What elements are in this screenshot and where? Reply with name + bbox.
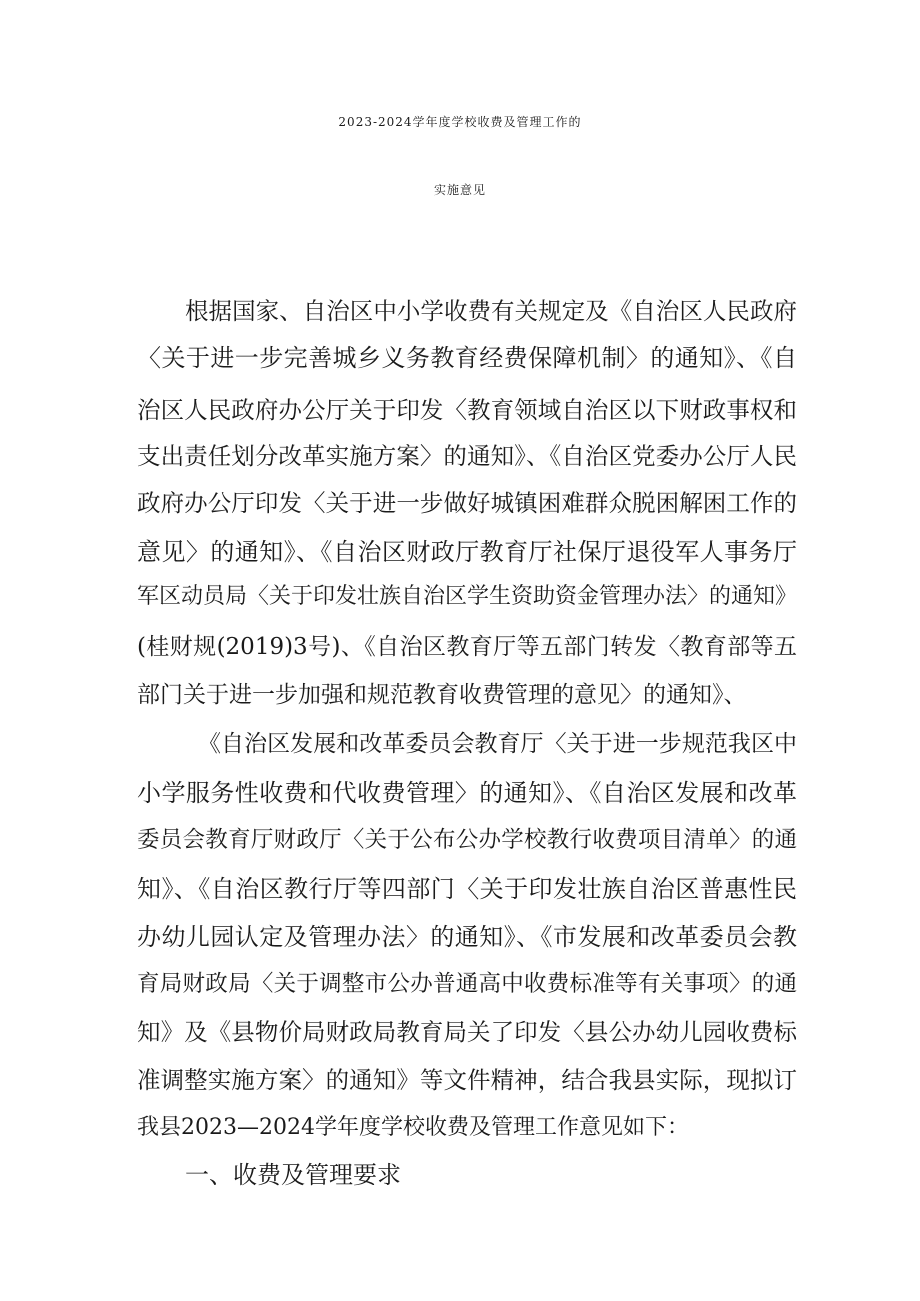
paragraph-1-line: 政府办公厅印发〈关于进一步做好城镇困难群众脱困解困工作的 (137, 489, 797, 517)
paragraph-1-line: 治区人民政府办公厅关于印发〈教育领域自治区以下财政事权和 (137, 396, 797, 424)
paragraph-2-line: 知》及《县物价局财政局教育局关了印发〈县公办幼儿园收费标 (137, 1018, 797, 1046)
paragraph-2-line: 我县2023—2024学年度学校收费及管理工作意见如下： (137, 1115, 689, 1140)
paragraph-2-line: 办幼儿园认定及管理办法〉的通知》、《市发展和改革委员会教 (137, 923, 797, 951)
paragraph-2-line: 知》、《自治区教行厅等四部门〈关于印发壮族自治区普惠性民 (137, 875, 797, 903)
paragraph-2-line: 《自治区发展和改革委员会教育厅〈关于进一步规范我区中 (198, 731, 797, 757)
paragraph-1-line: 支出责任划分改革实施方案〉的通知》、《自治区党委办公厅人民 (137, 442, 797, 470)
document-title-line-2: 实施意见 (433, 183, 486, 197)
paragraph-1-line: 军区动员局〈关于印发壮族自治区学生资助资金管理办法〉的通知》 (137, 584, 798, 609)
paragraph-2-line: 准调整实施方案〉的通知》等文件精神，结合我县实际，现拟订 (137, 1066, 797, 1094)
paragraph-2-line: 育局财政局〈关于调整市公办普通高中收费标准等有关事项〉的通 (137, 971, 797, 997)
paragraph-2-line: 小学服务性收费和代收费管理〉的通知》、《自治区发展和改革 (137, 779, 797, 807)
paragraph-1-line: 部门关于进一步加强和规范教育收费管理的意见〉的通知》、 (137, 682, 747, 708)
document-title-line-1: 2023-2024学年度学校收费及管理工作的 (338, 115, 582, 129)
paragraph-1-line: (桂财规(2019)3号)、《自治区教育厅等五部门转发〈教育部等五 (137, 634, 797, 660)
paragraph-1-line: 〈关于进一步完善城乡义务教育经费保障机制〉的通知》、《自 (137, 344, 797, 372)
section-heading: 一、收费及管理要求 (185, 1161, 401, 1189)
paragraph-1-line: 根据国家、自治区中小学收费有关规定及《自治区人民政府 (185, 297, 797, 325)
paragraph-1-line: 意见〉的通知》、《自治区财政厅教育厅社保厅退役军人事务厅 (137, 538, 797, 566)
paragraph-2-line: 委员会教育厅财政厅〈关于公布公办学校教行收费项目清单〉的通 (137, 827, 797, 853)
